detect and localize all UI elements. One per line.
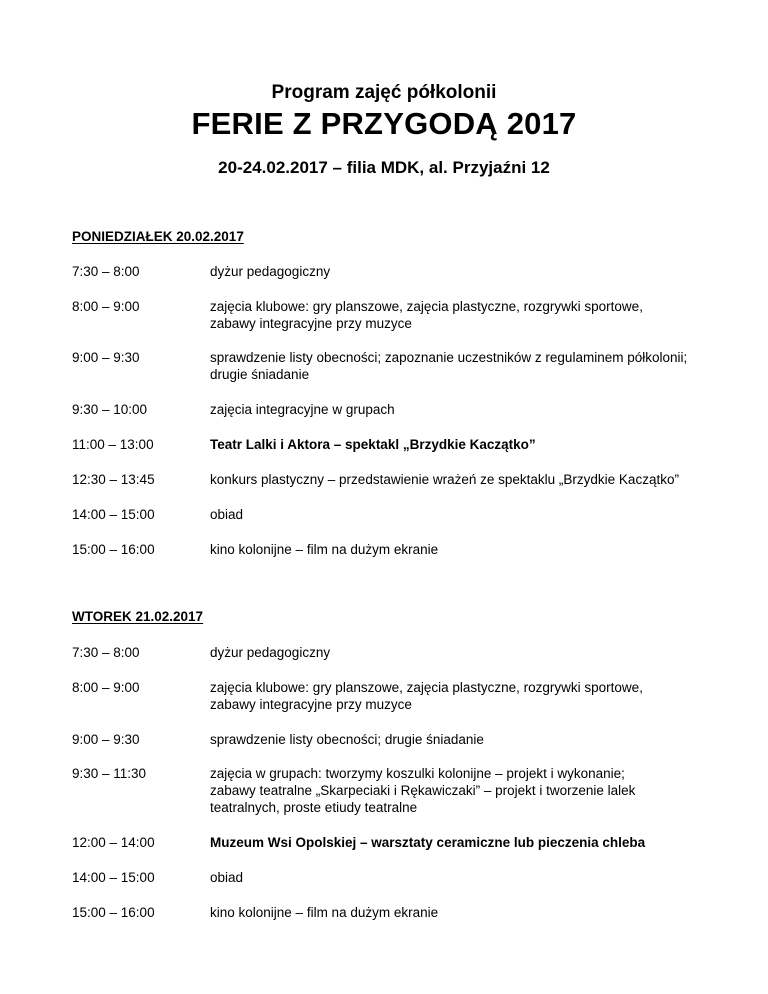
row-description xyxy=(210,298,730,332)
row-description xyxy=(210,731,730,748)
row-description xyxy=(210,834,730,851)
description-line: konkurs plastyczny – przedstawienie wrażeń ze spektaklu „Brzydkie Kaczątko” xyxy=(210,472,679,487)
row-time: 8:00 – 9:00 xyxy=(72,680,140,695)
row-time: 8:00 – 9:00 xyxy=(72,299,140,314)
description-line: obiad xyxy=(210,870,244,885)
row-description xyxy=(210,765,730,816)
row-description xyxy=(210,904,730,921)
row-time: 9:30 – 11:30 xyxy=(72,766,147,781)
row-description xyxy=(210,349,730,383)
row-description xyxy=(210,263,730,280)
day-heading-tuesday: WTOREK 21.02.2017 xyxy=(72,609,204,624)
row-time: 15:00 – 16:00 xyxy=(72,905,155,920)
description-line: sprawdzenie listy obecności; drugie śniadanie xyxy=(210,732,484,747)
row-time: 9:00 – 9:30 xyxy=(72,732,140,747)
document-title: FERIE Z PRZYGODĄ 2017 xyxy=(191,106,577,141)
description-line: Muzeum Wsi Opolskiej – warsztaty ceramiczne lub pieczenia chleba xyxy=(210,835,646,850)
row-time: 12:30 – 13:45 xyxy=(72,472,155,487)
day-heading-monday: PONIEDZIAŁEK 20.02.2017 xyxy=(72,229,244,244)
row-time: 9:30 – 10:00 xyxy=(72,402,148,417)
row-description xyxy=(210,471,730,488)
row-time: 7:30 – 8:00 xyxy=(72,645,140,660)
document-subtitle: Program zajęć półkolonii xyxy=(271,82,497,103)
row-time: 7:30 – 8:00 xyxy=(72,264,140,279)
row-time: 9:00 – 9:30 xyxy=(72,350,140,365)
row-description xyxy=(210,644,730,661)
row-description xyxy=(210,679,730,713)
row-description xyxy=(210,869,730,886)
description-line: zajęcia klubowe: gry planszowe, zajęcia plastyczne, rozgrywki sportowe, xyxy=(210,680,643,695)
row-time: 12:00 – 14:00 xyxy=(72,835,155,850)
description-line: Teatr Lalki i Aktora – spektakl „Brzydkie Kaczątko” xyxy=(210,437,536,452)
description-line: teatralnych, proste etiudy teatralne xyxy=(210,800,418,815)
description-line: kino kolonijne – film na dużym ekranie xyxy=(210,905,439,920)
row-description xyxy=(210,541,730,558)
row-description xyxy=(210,506,730,523)
date-and-location: 20-24.02.2017 – filia MDK, al. Przyjaźni 12 xyxy=(218,158,550,177)
description-line: zabawy teatralne „Skarpeciaki i Rękawiczaki” – projekt i tworzenie lalek xyxy=(210,783,636,798)
row-time: 14:00 – 15:00 xyxy=(72,507,155,522)
description-line: sprawdzenie listy obecności; zapoznanie uczestników z regulaminem półkolonii; xyxy=(210,350,688,365)
description-line: drugie śniadanie xyxy=(210,367,310,382)
description-line: zabawy integracyjne przy muzyce xyxy=(210,316,412,331)
row-description xyxy=(210,401,730,418)
description-line: zabawy integracyjne przy muzyce xyxy=(210,697,412,712)
description-line: zajęcia integracyjne w grupach xyxy=(210,402,395,417)
description-line: kino kolonijne – film na dużym ekranie xyxy=(210,542,439,557)
description-line: zajęcia w grupach: tworzymy koszulki kolonijne – projekt i wykonanie; xyxy=(210,766,625,781)
row-time: 14:00 – 15:00 xyxy=(72,870,155,885)
row-description xyxy=(210,436,730,453)
row-time: 15:00 – 16:00 xyxy=(72,542,155,557)
description-line: dyżur pedagogiczny xyxy=(210,264,331,279)
row-time: 11:00 – 13:00 xyxy=(72,437,154,452)
description-line: dyżur pedagogiczny xyxy=(210,645,331,660)
description-line: zajęcia klubowe: gry planszowe, zajęcia plastyczne, rozgrywki sportowe, xyxy=(210,299,643,314)
description-line: obiad xyxy=(210,507,244,522)
